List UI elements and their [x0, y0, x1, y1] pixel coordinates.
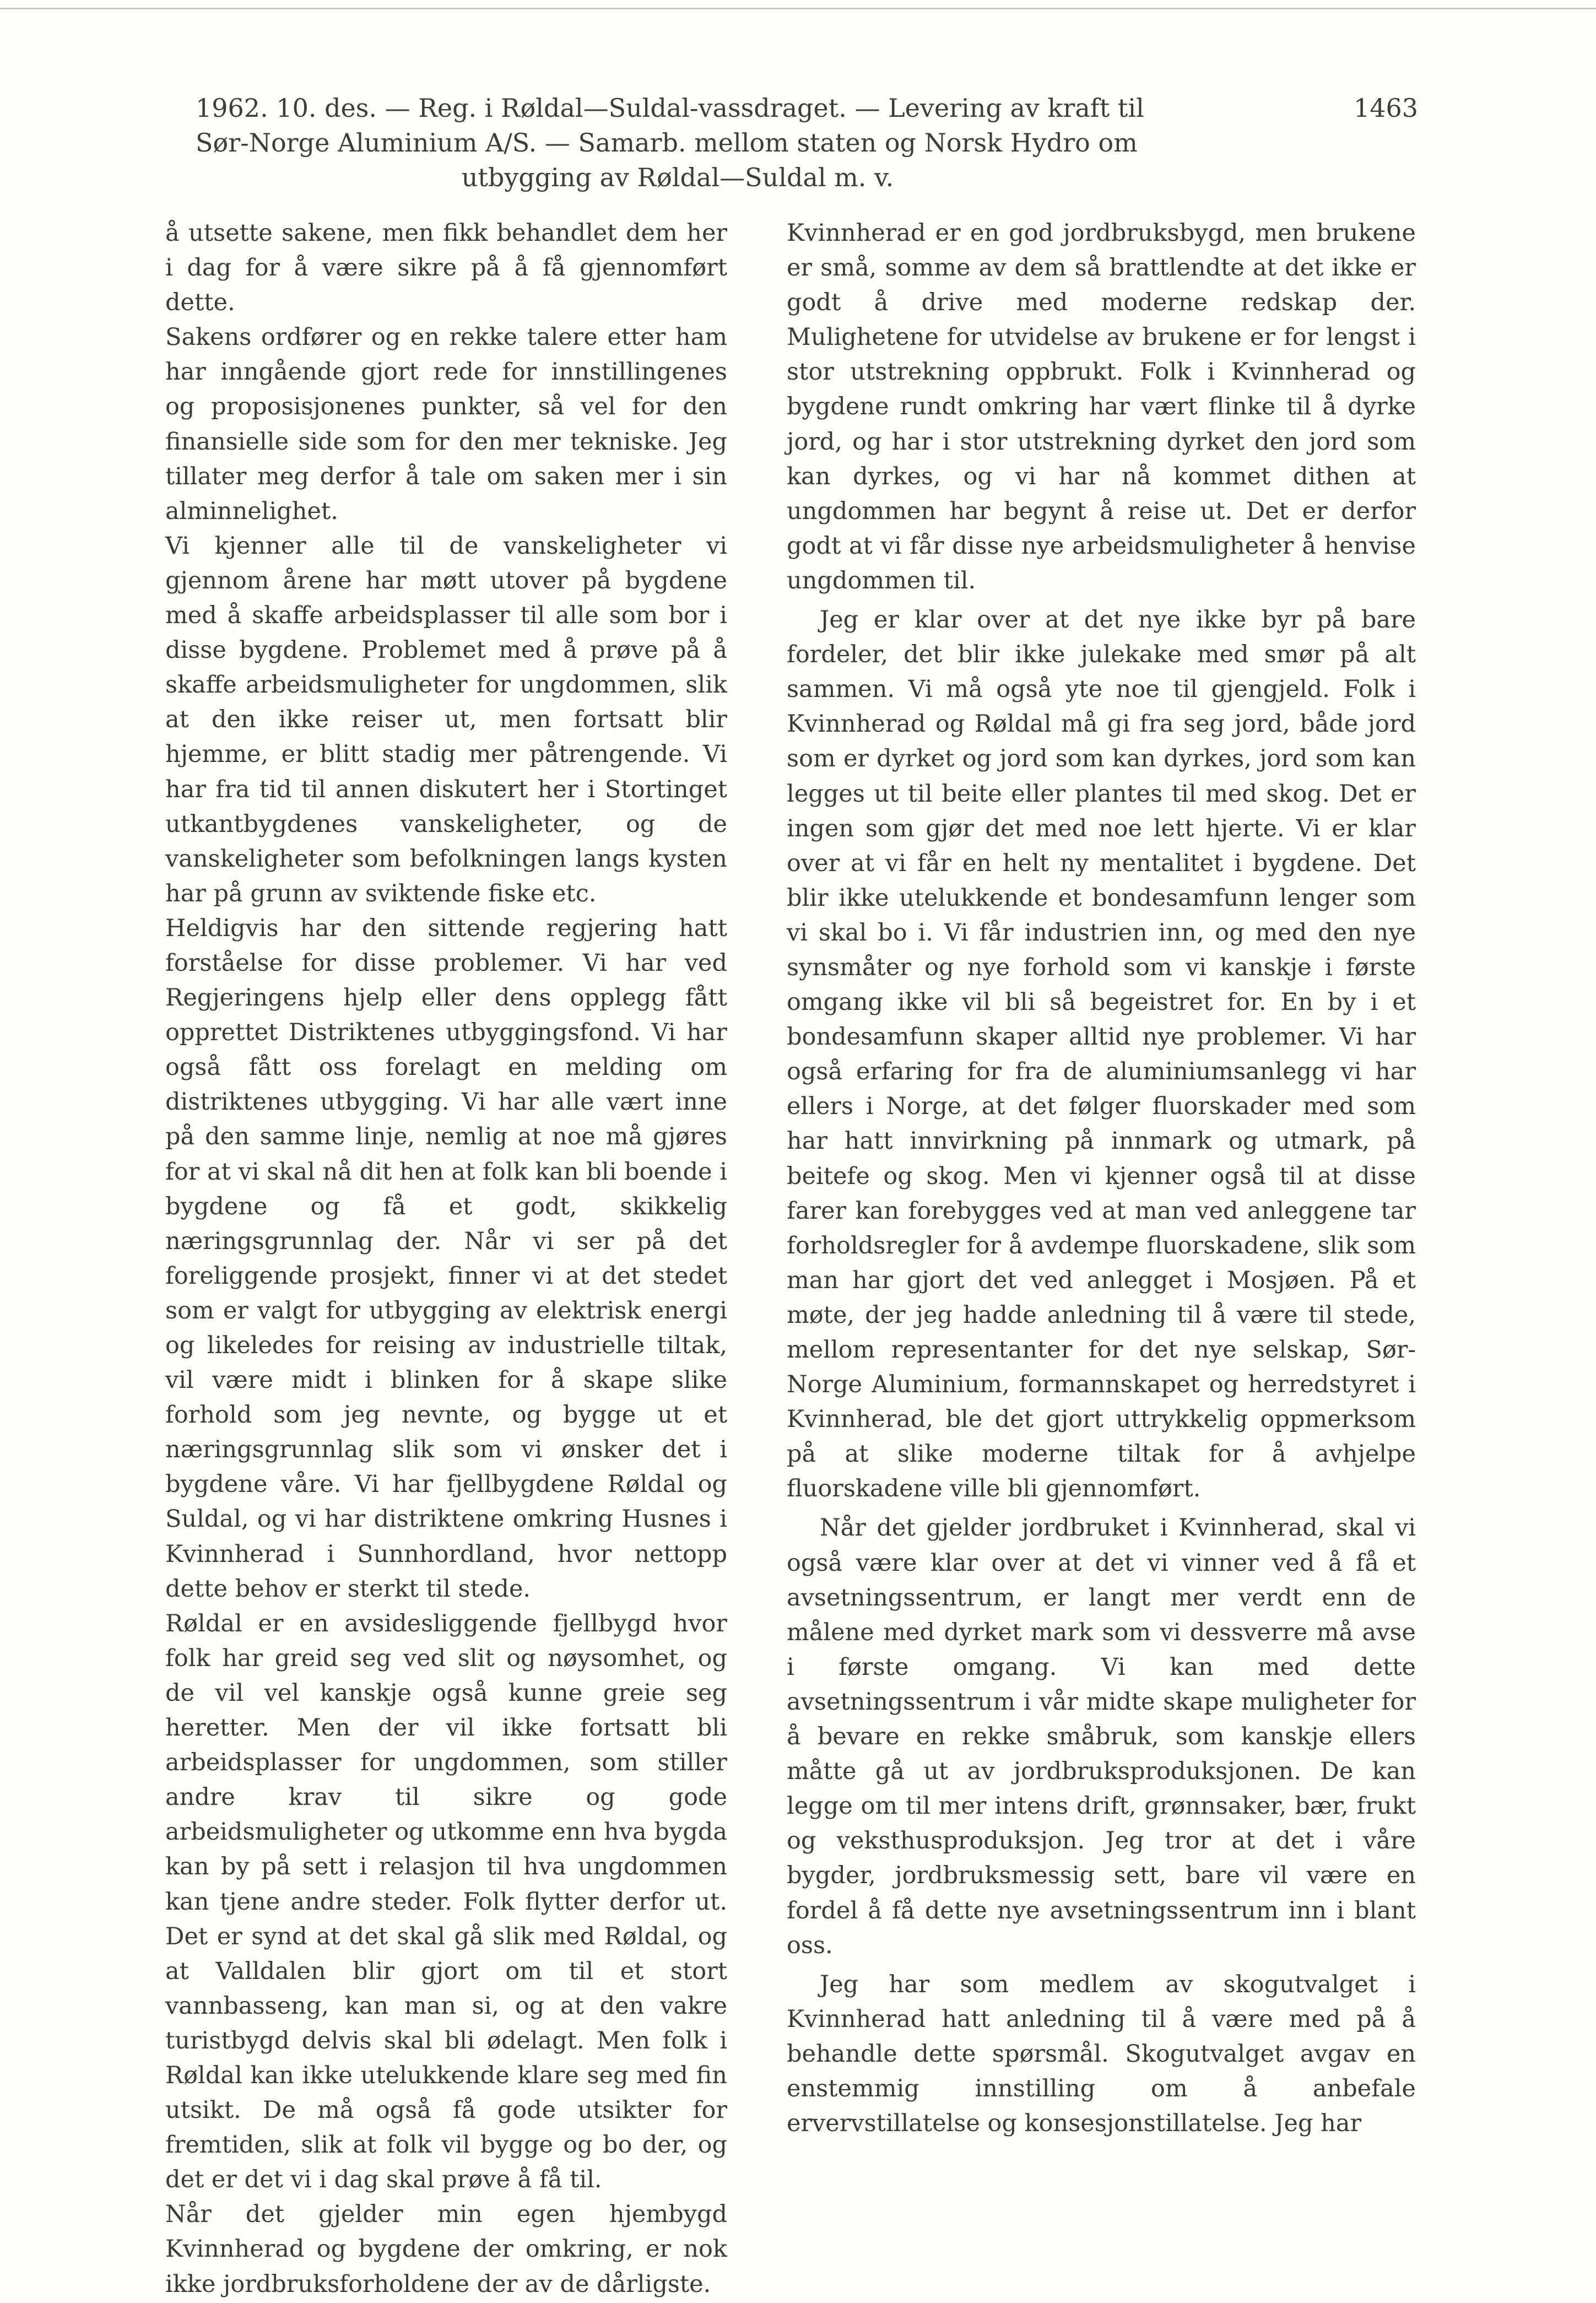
left-column [165, 216, 727, 2302]
right-column [787, 216, 1416, 2141]
paragraph: Røldal er en avsidesliggende fjellbygd hvor folk har greid seg ved slit og nøysomhet, og de vil vel kanskje også kunne greie seg heretter. Men der vil ikke fortsatt bli arbeidsplasser for ungdommen, som stiller andre krav til sikre og gode arbeidsmuligheter og utkomme enn hva bygda kan by på sett i relasjon til hva ungdommen kan tjene andre steder. Folk flytter derfor ut. Det er synd at det skal gå slik med Røldal, og at Valldalen blir gjort om til et stort vannbasseng, kan man si, og at den vakre turistbygd delvis skal bli ødelagt. Men folk i Røldal kan ikke utelukkende klare seg med fin utsikt. De må også få gode utsikter for fremtiden, slik at folk vil bygge og bo der, og det er det vi i dag skal prøve å få til. [165, 1609, 727, 2194]
page-number: 1463 [1354, 93, 1419, 123]
page-edge-rule [0, 8, 1596, 9]
running-head [196, 91, 1297, 195]
running-head-line-2: Sør-Norge Aluminium A/S. — Samarb. mellom staten og Norsk Hydro om [196, 128, 1138, 158]
paragraph: Jeg har som medlem av skogutvalget i Kvinnherad hatt anledning til å være med på å behandle dette spørsmål. Skogutvalget avgav en enstemmig innstilling om å anbefale ervervstillatelse og konsesjonstillatelse. Jeg har [787, 1970, 1416, 2138]
paragraph: Når det gjelder jordbruket i Kvinnherad, skal vi også være klar over at det vi vinner ved å få et avsetningssentrum, er langt mer verdt enn de målene med dyrket mark som vi dessverre må avse i første omgang. Vi kan med dette avsetningssentrum i vår midte skape muligheter for å bevare en rekke småbruk, som kanskje ellers måtte gå ut av jordbruksproduksjonen. De kan legge om til mer intens drift, grønnsaker, bær, frukt og veksthusproduksjon. Jeg tror at det i våre bygder, jordbruksmessig sett, bare vil være en fordel å få dette nye avsetningssentrum inn i blant oss. [787, 1514, 1416, 1959]
paragraph: Jeg er klar over at det nye ikke byr på bare fordeler, det blir ikke julekake med smør på alt sammen. Vi må også yte noe til gjengjeld. Folk i Kvinnherad og Røldal må gi fra seg jord, både jord som er dyrket og jord som kan dyrkes, jord som kan legges ut til beite eller plantes til med skog. Det er ingen som gjør det med noe lett hjerte. Vi er klar over at vi får en helt ny mentalitet i bygdene. Det blir ikke utelukkende et bondesamfunn lenger som vi skal bo i. Vi får industrien inn, og med den nye synsmåter og nye forhold som vi kanskje i første omgang ikke vil bli så begeistret for. En by i et bondesamfunn skaper alltid nye problemer. Vi har også erfaring for fra de aluminiumsanlegg vi har ellers i Norge, at det følger fluorskader med som har hatt innvirkning på innmark og utmark, på beitefe og skog. Men vi kjenner også til at disse farer kan forebygges ved at man ved anleggene tar forholdsregler for å avdempe fluorskadene, slik som man har gjort det ved anlegget i Mosjøen. På et møte, der jeg hadde anledning til å være til stede, mellom representanter for det nye selskap, Sør-Norge Aluminium, formannskapet og herredstyret i Kvinnherad, ble det gjort uttrykkelig oppmerksom på at slike moderne tiltak for å avhjelpe fluorskadene ville bli gjennomført. [787, 606, 1416, 1503]
running-head-line-1: 1962. 10. des. — Reg. i Røldal—Suldal-vassdraget. — Levering av kraft til [196, 93, 1144, 123]
paragraph: Sakens ordfører og en rekke talere etter ham har inngående gjort rede for innstillingenes og proposisjonenes punkter, så vel for den finansielle side som for den mer tekniske. Jeg tillater meg derfor å tale om saken mer i sin alminnelighet. [165, 323, 727, 525]
paragraph: Heldigvis har den sittende regjering hatt forståelse for disse problemer. Vi har ved Regjeringens hjelp eller dens opplegg fått opprettet Distriktenes utbyggingsfond. Vi har også fått oss forelagt en melding om distriktenes utbygging. Vi har alle vært inne på den samme linje, nemlig at noe må gjøres for at vi skal nå dit hen at folk kan bli boende i bygdene og få et godt, skikkelig næringsgrunnlag der. Når vi ser på det foreliggende prosjekt, finner vi at det stedet som er valgt for utbygging av elektrisk energi og likeledes for reising av industrielle tiltak, vil være midt i blinken for å skape slike forhold som jeg nevnte, og bygge ut et næringsgrunnlag slik som vi ønsker det i bygdene våre. Vi har fjellbygdene Røldal og Suldal, og vi har distriktene omkring Husnes i Kvinnherad i Sunnhordland, hvor nettopp dette behov er sterkt til stede. [165, 914, 727, 1603]
running-head-line-3: utbygging av Røldal—Suldal m. v. [461, 163, 894, 192]
paragraph: Kvinnherad er en god jordbruksbygd, men brukene er små, somme av dem så brattlendte at det ikke er godt å drive med moderne redskap der. Mulighetene for utvidelse av brukene er for lengst i stor utstrekning oppbrukt. Folk i Kvinnherad og bygdene rundt omkring har vært flinke til å dyrke jord, og har i stor utstrekning dyrket den jord som kan dyrkes, og vi har nå kommet dithen at ungdommen har begynt å reise ut. Det er derfor godt at vi får disse nye arbeidsmuligheter å henvise ungdommen til. [787, 219, 1416, 594]
paragraph: Vi kjenner alle til de vanskeligheter vi gjennom årene har møtt utover på bygdene med å skaffe arbeidsplasser til alle som bor i disse bygdene. Problemet med å prøve på å skaffe arbeidsmuligheter for ungdommen, slik at den ikke reiser ut, men fortsatt blir hjemme, er blitt stadig mer påtrengende. Vi har fra tid til annen diskutert her i Stortinget utkantbygdenes vanskeligheter, og de vanskeligheter som befolkningen langs kysten har på grunn av sviktende fiske etc. [165, 532, 727, 907]
paragraph: Når det gjelder min egen hjembygd Kvinnherad og bygdene der omkring, er nok ikke jordbruksforholdene der av de dårligste. [165, 2201, 727, 2298]
paragraph: å utsette sakene, men fikk behandlet dem her i dag for å være sikre på å få gjennomført dette. [165, 219, 727, 317]
